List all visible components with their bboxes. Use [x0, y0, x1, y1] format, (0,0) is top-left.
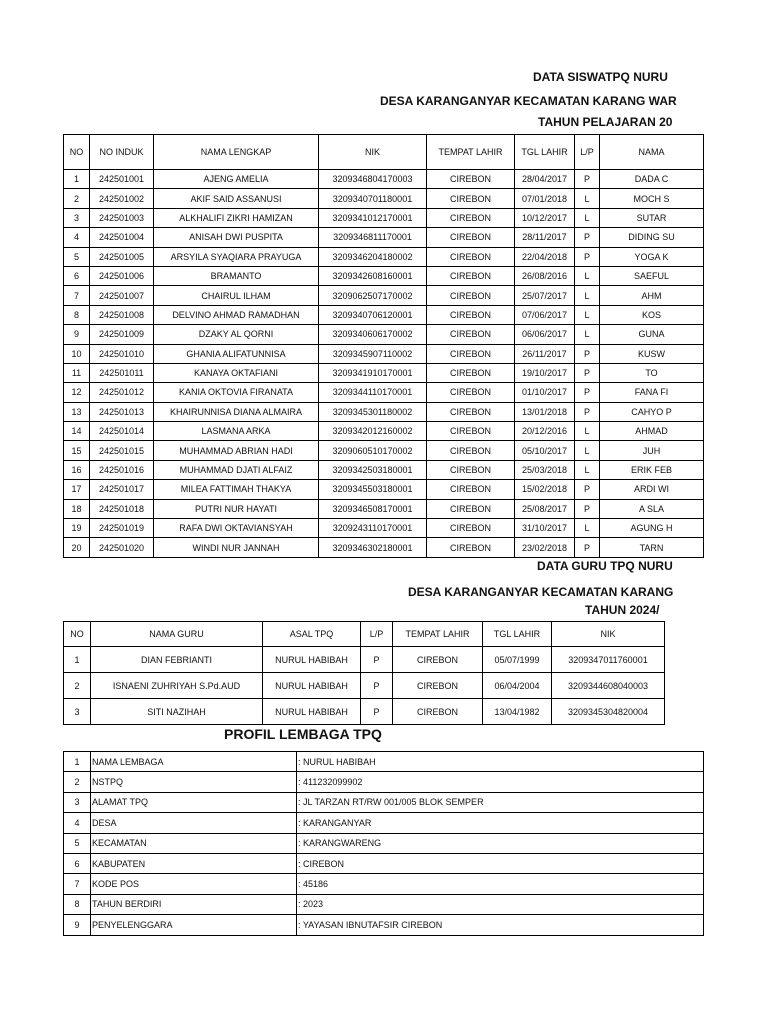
siswa-row-cell: JUH	[600, 441, 704, 460]
siswa-row-cell: 242501011	[90, 363, 154, 382]
siswa-row-cell: AJENG AMELIA	[154, 170, 319, 189]
siswa-row-cell: L	[575, 266, 600, 285]
siswa-header-cell: NO INDUK	[90, 135, 154, 170]
siswa-row-cell: CAHYO P	[600, 402, 704, 421]
guru-row-cell: NURUL HABIBAH	[263, 647, 361, 673]
siswa-row	[64, 170, 704, 189]
guru-row-cell: 3209347011760001	[552, 647, 665, 673]
profil-row	[64, 813, 704, 833]
siswa-row-cell: CIREBON	[427, 363, 515, 382]
siswa-row-cell: GUNA	[600, 325, 704, 344]
siswa-row-cell: 242501017	[90, 480, 154, 499]
siswa-row-cell: DELVINO AHMAD RAMADHAN	[154, 305, 319, 324]
siswa-row-cell: CIREBON	[427, 266, 515, 285]
siswa-header-cell: L/P	[575, 135, 600, 170]
siswa-row	[64, 480, 704, 499]
siswa-row-cell: KUSW	[600, 344, 704, 363]
siswa-row-cell: 07/06/2017	[515, 305, 575, 324]
siswa-row	[64, 519, 704, 538]
siswa-row-cell: 242501014	[90, 422, 154, 441]
guru-row-cell: SITI NAZIHAH	[91, 699, 263, 725]
siswa-header-cell: TEMPAT LAHIR	[427, 135, 515, 170]
siswa-row-cell: ARDI WI	[600, 480, 704, 499]
siswa-row-cell: 3209060510170002	[319, 441, 427, 460]
guru-row-cell: 3	[64, 699, 91, 725]
siswa-row-cell: P	[575, 402, 600, 421]
siswa-row-cell: CIREBON	[427, 305, 515, 324]
siswa-row	[64, 189, 704, 208]
siswa-row	[64, 305, 704, 324]
siswa-row-cell: 242501002	[90, 189, 154, 208]
siswa-row-cell: DADA C	[600, 170, 704, 189]
siswa-row-cell: YOGA K	[600, 247, 704, 266]
siswa-row	[64, 228, 704, 247]
guru-header-cell: L/P	[361, 622, 393, 647]
siswa-row-cell: 242501005	[90, 247, 154, 266]
siswa-row-cell: CIREBON	[427, 480, 515, 499]
guru-header-cell: TEMPAT LAHIR	[393, 622, 483, 647]
siswa-row-cell: P	[575, 499, 600, 518]
siswa-row-cell: 3209342608160001	[319, 266, 427, 285]
siswa-row-cell: P	[575, 228, 600, 247]
siswa-row-cell: FANA FI	[600, 383, 704, 402]
siswa-row-cell: L	[575, 460, 600, 479]
profil-row-cell: : KARANGANYAR	[297, 813, 704, 833]
profil-row-cell: 6	[64, 853, 91, 873]
guru-row-cell: 1	[64, 647, 91, 673]
siswa-row-cell: BRAMANTO	[154, 266, 319, 285]
guru-row-cell: 05/07/1999	[483, 647, 552, 673]
guru-row	[64, 647, 665, 673]
siswa-row-cell: AKIF SAID ASSANUSI	[154, 189, 319, 208]
siswa-row-cell: 3209062507170002	[319, 286, 427, 305]
siswa-row-cell: 4	[64, 228, 90, 247]
guru-row-cell: DIAN FEBRIANTI	[91, 647, 263, 673]
siswa-header-cell: NO	[64, 135, 90, 170]
guru-row-cell: NURUL HABIBAH	[263, 699, 361, 725]
siswa-row	[64, 499, 704, 518]
siswa-row-cell: 22/04/2018	[515, 247, 575, 266]
siswa-row-cell: CIREBON	[427, 519, 515, 538]
profil-row	[64, 833, 704, 853]
siswa-row-cell: DZAKY AL QORNI	[154, 325, 319, 344]
siswa-row-cell: 19/10/2017	[515, 363, 575, 382]
siswa-row-cell: 242501007	[90, 286, 154, 305]
siswa-row-cell: 242501015	[90, 441, 154, 460]
profil-row	[64, 874, 704, 894]
guru-row-cell: P	[361, 699, 393, 725]
siswa-row-cell: CIREBON	[427, 538, 515, 557]
siswa-row-cell: L	[575, 208, 600, 227]
siswa-row-cell: 242501012	[90, 383, 154, 402]
profil-row-cell: DESA	[91, 813, 297, 833]
profil-row	[64, 792, 704, 812]
siswa-row-cell: MUHAMMAD DJATI ALFAIZ	[154, 460, 319, 479]
siswa-row-cell: MILEA FATTIMAH THAKYA	[154, 480, 319, 499]
siswa-row-cell: KANAYA OKTAFIANI	[154, 363, 319, 382]
siswa-row-cell: KOS	[600, 305, 704, 324]
siswa-row-cell: P	[575, 363, 600, 382]
siswa-row-cell: CIREBON	[427, 460, 515, 479]
siswa-row-cell: 3209346804170003	[319, 170, 427, 189]
siswa-row-cell: 13	[64, 402, 90, 421]
guru-title-1: DATA GURU TPQ NURU	[537, 559, 673, 573]
siswa-header-row	[64, 135, 704, 170]
siswa-row-cell: 242501003	[90, 208, 154, 227]
siswa-row-cell: SAEFUL	[600, 266, 704, 285]
siswa-row-cell: 11	[64, 363, 90, 382]
guru-row	[64, 699, 665, 725]
guru-row-cell: P	[361, 647, 393, 673]
siswa-row-cell: L	[575, 325, 600, 344]
siswa-row-cell: MUHAMMAD ABRIAN HADI	[154, 441, 319, 460]
siswa-row-cell: 3209340606170002	[319, 325, 427, 344]
siswa-row	[64, 286, 704, 305]
profil-row-cell: : KARANGWARENG	[297, 833, 704, 853]
guru-table	[63, 621, 665, 725]
profil-row-cell: : YAYASAN IBNUTAFSIR CIREBON	[297, 915, 704, 935]
siswa-row	[64, 422, 704, 441]
profil-row-cell: 2	[64, 772, 91, 792]
siswa-row-cell: CIREBON	[427, 441, 515, 460]
siswa-row-cell: L	[575, 305, 600, 324]
guru-row-cell: 06/04/2004	[483, 673, 552, 699]
guru-row-cell: 13/04/1982	[483, 699, 552, 725]
siswa-row	[64, 325, 704, 344]
profil-row-cell: ALAMAT TPQ	[91, 792, 297, 812]
siswa-table	[63, 134, 704, 558]
siswa-row-cell: 242501019	[90, 519, 154, 538]
siswa-row-cell: CIREBON	[427, 286, 515, 305]
siswa-row	[64, 266, 704, 285]
siswa-row-cell: ALKHALIFI ZIKRI HAMIZAN	[154, 208, 319, 227]
profil-row	[64, 894, 704, 914]
guru-row-cell: NURUL HABIBAH	[263, 673, 361, 699]
siswa-row-cell: GHANIA ALIFATUNNISA	[154, 344, 319, 363]
siswa-row-cell: PUTRI NUR HAYATI	[154, 499, 319, 518]
profil-row-cell: : CIREBON	[297, 853, 704, 873]
profil-row-cell: 7	[64, 874, 91, 894]
siswa-row	[64, 538, 704, 557]
siswa-row-cell: L	[575, 441, 600, 460]
siswa-row	[64, 247, 704, 266]
siswa-row-cell: 3209243110170001	[319, 519, 427, 538]
siswa-row-cell: TO	[600, 363, 704, 382]
profil-row-cell: PENYELENGGARA	[91, 915, 297, 935]
siswa-row-cell: 3209346508170001	[319, 499, 427, 518]
profil-row-cell: 3	[64, 792, 91, 812]
siswa-row-cell: RAFA DWI OKTAVIANSYAH	[154, 519, 319, 538]
siswa-row-cell: 242501018	[90, 499, 154, 518]
siswa-row-cell: ARSYILA SYAQIARA PRAYUGA	[154, 247, 319, 266]
profil-row-cell: NAMA LEMBAGA	[91, 752, 297, 772]
siswa-row-cell: 25/07/2017	[515, 286, 575, 305]
siswa-row-cell: 3209342503180001	[319, 460, 427, 479]
siswa-row-cell: 3209345907110002	[319, 344, 427, 363]
profil-row-cell: : 2023	[297, 894, 704, 914]
siswa-row	[64, 363, 704, 382]
siswa-row-cell: 3209341012170001	[319, 208, 427, 227]
siswa-row-cell: WINDI NUR JANNAH	[154, 538, 319, 557]
siswa-row-cell: 3209341910170001	[319, 363, 427, 382]
siswa-header-cell: NAMA LENGKAP	[154, 135, 319, 170]
siswa-row-cell: 15/02/2018	[515, 480, 575, 499]
siswa-row-cell: 18	[64, 499, 90, 518]
siswa-row-cell: 9	[64, 325, 90, 344]
siswa-row-cell: KHAIRUNNISA DIANA ALMAIRA	[154, 402, 319, 421]
siswa-row	[64, 344, 704, 363]
siswa-row-cell: 3209346204180002	[319, 247, 427, 266]
siswa-row-cell: 28/11/2017	[515, 228, 575, 247]
profil-row	[64, 752, 704, 772]
siswa-row-cell: 3209345503180001	[319, 480, 427, 499]
siswa-row-cell: 3209342012160002	[319, 422, 427, 441]
siswa-row-cell: CIREBON	[427, 383, 515, 402]
profil-row	[64, 853, 704, 873]
guru-row	[64, 673, 665, 699]
profil-row-cell: NSTPQ	[91, 772, 297, 792]
guru-title-2: DESA KARANGANYAR KECAMATAN KARANG	[408, 585, 674, 599]
siswa-row-cell: 3209346811170001	[319, 228, 427, 247]
siswa-row-cell: 20/12/2016	[515, 422, 575, 441]
guru-row-cell: 2	[64, 673, 91, 699]
siswa-row-cell: 05/10/2017	[515, 441, 575, 460]
siswa-row-cell: 5	[64, 247, 90, 266]
guru-header-cell: NO	[64, 622, 91, 647]
siswa-row-cell: P	[575, 538, 600, 557]
siswa-title-1: DATA SISWATPQ NURU	[533, 70, 668, 84]
guru-header-cell: ASAL TPQ	[263, 622, 361, 647]
profil-row-cell: : NURUL HABIBAH	[297, 752, 704, 772]
siswa-row-cell: CIREBON	[427, 499, 515, 518]
siswa-row-cell: CIREBON	[427, 189, 515, 208]
profil-row-cell: KODE POS	[91, 874, 297, 894]
siswa-row-cell: KANIA OKTOVIA FIRANATA	[154, 383, 319, 402]
siswa-header-cell: NIK	[319, 135, 427, 170]
guru-header-cell: NIK	[552, 622, 665, 647]
siswa-row-cell: 20	[64, 538, 90, 557]
siswa-row	[64, 402, 704, 421]
siswa-row-cell: P	[575, 480, 600, 499]
siswa-row-cell: CIREBON	[427, 402, 515, 421]
siswa-row-cell: 07/01/2018	[515, 189, 575, 208]
siswa-row-cell: 25/08/2017	[515, 499, 575, 518]
siswa-row-cell: 25/03/2018	[515, 460, 575, 479]
siswa-row-cell: 26/11/2017	[515, 344, 575, 363]
profil-row-cell: TAHUN BERDIRI	[91, 894, 297, 914]
profil-row-cell: KABUPATEN	[91, 853, 297, 873]
siswa-row-cell: 3209340706120001	[319, 305, 427, 324]
siswa-row-cell: 01/10/2017	[515, 383, 575, 402]
guru-header-cell: TGL LAHIR	[483, 622, 552, 647]
siswa-row-cell: L	[575, 189, 600, 208]
profil-row-cell: : 45186	[297, 874, 704, 894]
siswa-row-cell: AHM	[600, 286, 704, 305]
siswa-row-cell: CIREBON	[427, 325, 515, 344]
guru-header-cell: NAMA GURU	[91, 622, 263, 647]
siswa-row-cell: 8	[64, 305, 90, 324]
siswa-row-cell: ANISAH DWI PUSPITA	[154, 228, 319, 247]
siswa-row-cell: CIREBON	[427, 228, 515, 247]
siswa-row-cell: P	[575, 344, 600, 363]
siswa-row-cell: 6	[64, 266, 90, 285]
siswa-row-cell: 242501009	[90, 325, 154, 344]
siswa-row-cell: 3209340701180001	[319, 189, 427, 208]
guru-row-cell: CIREBON	[393, 673, 483, 699]
siswa-row-cell: CHAIRUL ILHAM	[154, 286, 319, 305]
siswa-row-cell: CIREBON	[427, 247, 515, 266]
siswa-row-cell: 1	[64, 170, 90, 189]
siswa-row-cell: 242501010	[90, 344, 154, 363]
guru-title-3: TAHUN 2024/	[585, 603, 660, 617]
siswa-row-cell: 242501008	[90, 305, 154, 324]
siswa-title-2: DESA KARANGANYAR KECAMATAN KARANG WAR	[380, 94, 677, 108]
siswa-row	[64, 460, 704, 479]
guru-row-cell: ISNAENI ZUHRIYAH S.Pd.AUD	[91, 673, 263, 699]
siswa-row-cell: 242501020	[90, 538, 154, 557]
siswa-header-cell: NAMA	[600, 135, 704, 170]
profil-row-cell: KECAMATAN	[91, 833, 297, 853]
guru-row-cell: CIREBON	[393, 647, 483, 673]
siswa-row-cell: P	[575, 247, 600, 266]
siswa-row-cell: L	[575, 286, 600, 305]
siswa-row-cell: 7	[64, 286, 90, 305]
guru-header-row	[64, 622, 665, 647]
siswa-row-cell: TARN	[600, 538, 704, 557]
siswa-header-cell: TGL LAHIR	[515, 135, 575, 170]
siswa-row-cell: 3209345301180002	[319, 402, 427, 421]
siswa-row-cell: 242501006	[90, 266, 154, 285]
profil-table	[63, 751, 704, 936]
siswa-row-cell: A SLA	[600, 499, 704, 518]
siswa-row-cell: 2	[64, 189, 90, 208]
siswa-row-cell: SUTAR	[600, 208, 704, 227]
siswa-title-3: TAHUN PELAJARAN 20	[538, 115, 673, 129]
siswa-row-cell: 242501016	[90, 460, 154, 479]
profil-row	[64, 915, 704, 935]
siswa-row-cell: 31/10/2017	[515, 519, 575, 538]
profil-row	[64, 772, 704, 792]
siswa-row-cell: 28/04/2017	[515, 170, 575, 189]
siswa-row-cell: DIDING SU	[600, 228, 704, 247]
siswa-row-cell: AGUNG H	[600, 519, 704, 538]
guru-row-cell: CIREBON	[393, 699, 483, 725]
siswa-row-cell: 10	[64, 344, 90, 363]
siswa-row-cell: 12	[64, 383, 90, 402]
siswa-row-cell: 3209346302180001	[319, 538, 427, 557]
siswa-row-cell: 26/08/2016	[515, 266, 575, 285]
profil-row-cell: 9	[64, 915, 91, 935]
siswa-row-cell: 3	[64, 208, 90, 227]
siswa-row-cell: 10/12/2017	[515, 208, 575, 227]
siswa-row-cell: P	[575, 383, 600, 402]
siswa-row-cell: 23/02/2018	[515, 538, 575, 557]
profil-row-cell: : JL TARZAN RT/RW 001/005 BLOK SEMPER	[297, 792, 704, 812]
guru-row-cell: P	[361, 673, 393, 699]
siswa-row-cell: 242501004	[90, 228, 154, 247]
siswa-row-cell: 14	[64, 422, 90, 441]
siswa-row-cell: L	[575, 422, 600, 441]
siswa-row-cell: AHMAD	[600, 422, 704, 441]
siswa-row-cell: 242501013	[90, 402, 154, 421]
siswa-row	[64, 383, 704, 402]
profil-title: PROFIL LEMBAGA TPQ	[224, 726, 382, 742]
profil-row-cell: : 411232099902	[297, 772, 704, 792]
guru-row-cell: 3209345304820004	[552, 699, 665, 725]
siswa-row-cell: L	[575, 519, 600, 538]
siswa-row-cell: 3209344110170001	[319, 383, 427, 402]
siswa-row-cell: ERIK FEB	[600, 460, 704, 479]
siswa-row-cell: 242501001	[90, 170, 154, 189]
siswa-row-cell: 17	[64, 480, 90, 499]
siswa-row-cell: MOCH S	[600, 189, 704, 208]
profil-row-cell: 5	[64, 833, 91, 853]
siswa-row-cell: 06/06/2017	[515, 325, 575, 344]
siswa-row-cell: 13/01/2018	[515, 402, 575, 421]
siswa-row-cell: CIREBON	[427, 170, 515, 189]
siswa-row-cell: 19	[64, 519, 90, 538]
siswa-row-cell: P	[575, 170, 600, 189]
siswa-row-cell: CIREBON	[427, 422, 515, 441]
profil-row-cell: 4	[64, 813, 91, 833]
profil-row-cell: 8	[64, 894, 91, 914]
profil-row-cell: 1	[64, 752, 91, 772]
siswa-row-cell: 16	[64, 460, 90, 479]
siswa-row-cell: CIREBON	[427, 344, 515, 363]
guru-row-cell: 3209344608040003	[552, 673, 665, 699]
siswa-row	[64, 441, 704, 460]
siswa-row-cell: LASMANA ARKA	[154, 422, 319, 441]
siswa-row	[64, 208, 704, 227]
siswa-row-cell: CIREBON	[427, 208, 515, 227]
siswa-row-cell: 15	[64, 441, 90, 460]
